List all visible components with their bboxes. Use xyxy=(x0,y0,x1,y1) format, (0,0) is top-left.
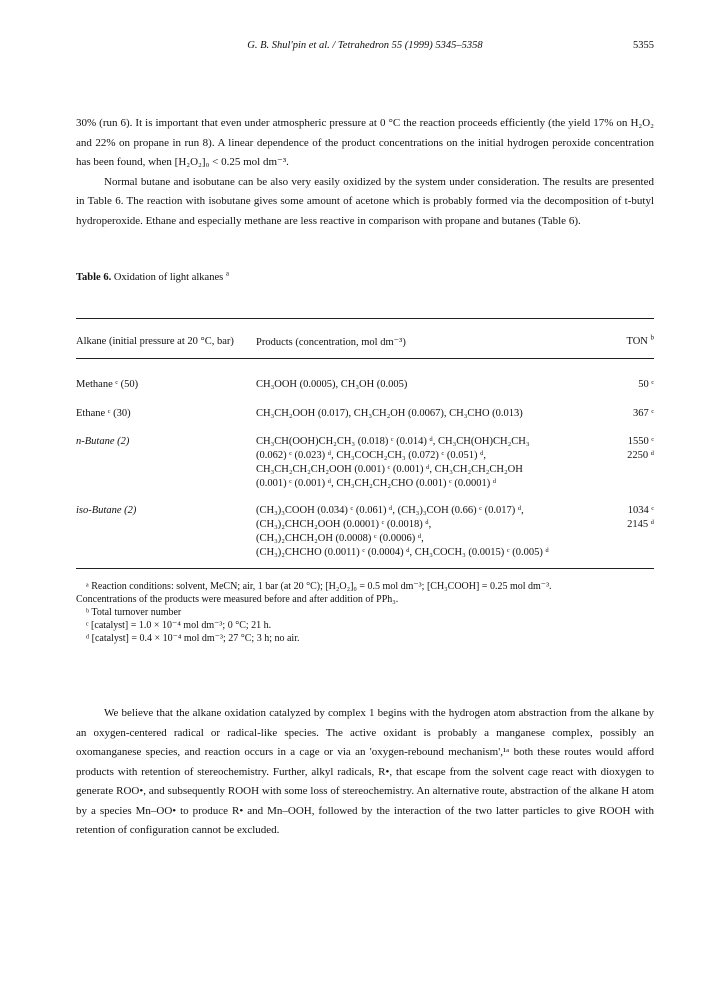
cell-products: CH₃CH₂OOH (0.017), CH₃CH₂OH (0.0067), CH₃CHO (0.013) xyxy=(256,408,523,419)
table-footnote: ᶜ [catalyst] = 1.0 × 10⁻⁴ mol dm⁻³; 0 °C; 21 h. xyxy=(86,620,272,631)
cell-products: (CH₃)₃COOH (0.034) ᶜ (0.061) ᵈ, (CH₃)₃COH (0.66) ᶜ (0.017) ᵈ, xyxy=(256,505,524,516)
cell-products: CH₃CH₂CH₂CH₂OOH (0.001) ᶜ (0.001) ᵈ, CH₃CH₂CH₂CH₂OH xyxy=(256,464,523,475)
text-block-top xyxy=(76,114,654,231)
cell-ton: 1034 ᶜ xyxy=(627,505,654,516)
cell-ton: 1550 ᶜ xyxy=(627,436,654,447)
paragraph: Normal butane and isobutane can be also very easily oxidized by the system under consideration. The results are presented in Table 6. The reaction with isobutane gives some amount of acetone which is probably formed via the decomposition of t-butyl hydroperoxide. Ethane and especially methane are less reactive in comparison with propane and butanes (Table 6). xyxy=(76,175,654,227)
column-header-products: Products (concentration, mol dm⁻³) xyxy=(256,337,406,348)
cell-products: (0.062) ᶜ (0.023) ᵈ, CH₃COCH₂CH₃ (0.072) ᶜ (0.051) ᵈ, xyxy=(256,450,486,461)
table-footnote: ᵃ Reaction conditions: solvent, MeCN; air, 1 bar (at 20 °C); [H₂O₂]₀ = 0.5 mol dm⁻³; [CH₃COOH] = 0.25 mol dm⁻³. xyxy=(86,581,552,592)
paragraph: 30% (run 6). It is important that even under atmospheric pressure at 0 °C the reaction proceeds efficiently (the yield 17% on H₂O₂ and 22% on propane in run 8). A linear dependence of the product concentrations on the initial hydrogen peroxide concentration has been found, when [H₂O₂]₀ < 0.25 mol dm⁻³. xyxy=(76,117,654,168)
cell-ton: 50 ᶜ xyxy=(638,379,654,390)
cell-ton: 2145 ᵈ xyxy=(627,519,654,530)
page-number: 5355 xyxy=(633,40,654,51)
table-footnote: ᵈ [catalyst] = 0.4 × 10⁻⁴ mol dm⁻³; 27 °C; 3 h; no air. xyxy=(86,633,300,644)
cell-alkane: iso-Butane (2) xyxy=(76,505,137,516)
running-title: G. B. Shul'pin et al. / Tetrahedron 55 (1999) 5345–5358 xyxy=(247,40,483,51)
table-caption xyxy=(76,269,229,283)
cell-products: CH₃CH(OOH)CH₂CH₃ (0.018) ᶜ (0.014) ᵈ, CH₃CH(OH)CH₂CH₃ xyxy=(256,436,530,447)
paragraph: We believe that the alkane oxidation catalyzed by complex 1 begins with the hydrogen atom abstraction from the alkane by an oxygen-centered radical or radical-like species. The active oxidant is probably a manganese complex, possibly an oxomanganese species, and reaction occurs in a cage or via an 'oxygen-rebound mechanism',¹ᵃ both these routes would afford products with retention of stereochemistry. Further, alkyl radicals, R•, that escape from the solvent cage react with dioxygen to generate ROO•, and subsequently ROOH with some loss of stereochemistry. An alternative route, abstraction of the alkane H atom by a species Mn–OO• to produce R• and Mn–OOH, followed by the interaction of the two latter particles to give ROOH with retention of configuration cannot be excluded. xyxy=(76,707,654,836)
cell-alkane: Methane ᶜ (50) xyxy=(76,379,139,390)
cell-products: (CH₃)₂CHCHO (0.0011) ᶜ (0.0004) ᵈ, CH₃COCH₃ (0.0015) ᶜ (0.005) ᵈ xyxy=(256,547,549,558)
column-header-alkane: Alkane (initial pressure at 20 °C, bar) xyxy=(76,336,234,347)
cell-products: CH₃OOH (0.0005), CH₃OH (0.005) xyxy=(256,379,408,390)
table-footnote: Concentrations of the products were measured before and after addition of PPh₃. xyxy=(76,594,399,605)
table-rule-header xyxy=(76,358,654,359)
cell-ton: 367 ᶜ xyxy=(632,408,654,419)
cell-ton: 2250 ᵈ xyxy=(627,450,654,461)
table-rule-top xyxy=(76,318,654,319)
cell-products: (CH₃)₂CHCH₂OOH (0.0001) ᶜ (0.0018) ᵈ, xyxy=(256,519,432,530)
text-block-bottom xyxy=(76,704,654,841)
column-header-ton: TON $^b$ xyxy=(626,333,654,347)
table-rule-bottom xyxy=(76,568,654,569)
table-caption-label: Table 6. xyxy=(76,272,112,283)
cell-products: (CH₃)₂CHCH₂OH (0.0008) ᶜ (0.0006) ᵈ, xyxy=(256,533,424,544)
cell-alkane: Ethane ᶜ (30) xyxy=(76,408,131,419)
cell-products: (0.001) ᶜ (0.001) ᵈ, CH₃CH₂CH₂CHO (0.001) ᶜ (0.0001) ᵈ xyxy=(256,478,497,489)
table-caption-text: Oxidation of light alkanes xyxy=(111,272,226,283)
table-caption-mark: a xyxy=(225,269,229,278)
cell-alkane: n-Butane (2) xyxy=(76,436,130,447)
table-footnote: ᵇ Total turnover number xyxy=(86,607,182,618)
